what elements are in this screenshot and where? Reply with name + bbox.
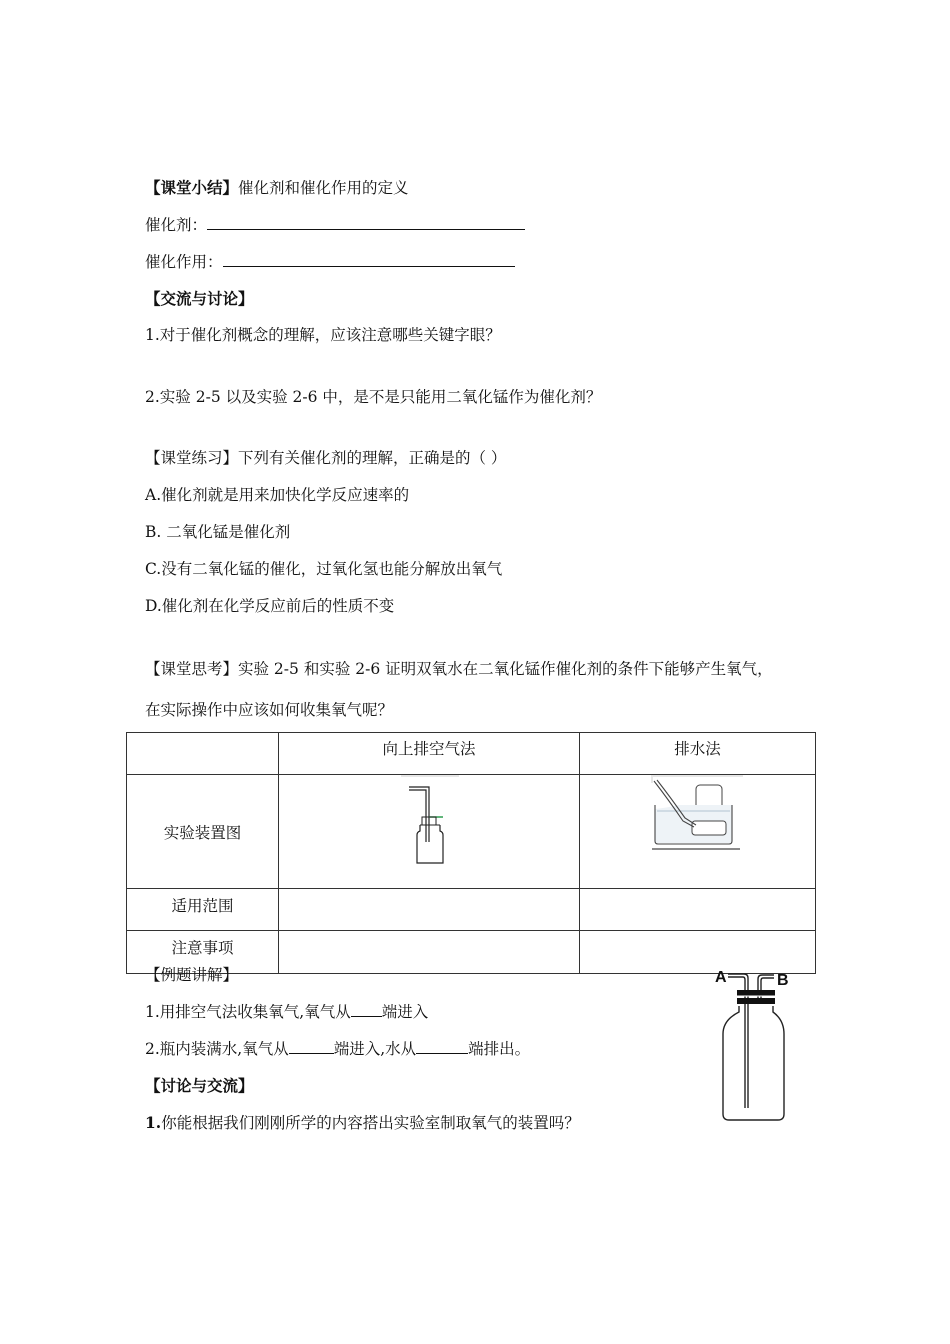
thinking-line-1: 【课堂思考】实验 2-5 和实验 2-6 证明双氧水在二氧化锰作催化剂的条件下能够产生氧气， [145,660,773,678]
catalyst-blank[interactable] [207,215,525,230]
example-q2-pre: 2.瓶内装满水,氧气从 [145,1040,289,1058]
discussion-heading: 【交流与讨论】 [145,289,254,308]
example-q2-mid: 端进入,水从 [333,1040,417,1058]
upward-air-apparatus-cell [279,775,580,889]
upward-air-apparatus-diagram [279,775,580,888]
summary-line [145,176,409,198]
catalyst-line [145,213,525,235]
summary-text: 催化剂和催化作用的定义 [238,179,409,197]
label-a: A [715,969,727,986]
table-corner-cell [127,733,279,775]
summary-heading: 【课堂小结】 [145,178,239,197]
example-q1-blank[interactable] [351,1002,382,1017]
discussion2-q1-text: 你能根据我们刚刚所学的内容搭出实验室制取氧气的装置吗？ [161,1114,580,1132]
catalysis-label: 催化作用： [145,253,223,271]
label-b: B [777,972,789,989]
example-q1-pre: 1.用排空气法收集氧气,氧气从 [145,1003,351,1021]
example-q2-post: 端排出。 [468,1040,531,1058]
discussion2-q1-num: 1. [145,1113,162,1132]
collection-table [126,732,816,974]
catalysis-blank[interactable] [223,252,515,267]
ab-bottle-diagram [708,962,808,1127]
example-q2 [145,1037,530,1059]
practice-option-b: B. 二氧化锰是催化剂 [145,523,291,541]
water-displacement-apparatus-cell [580,775,816,889]
catalysis-line [145,250,515,272]
practice-option-c: C.没有二氧化锰的催化，过氧化氢也能分解放出氧气 [145,560,503,578]
catalyst-label: 催化剂： [145,216,208,234]
discussion-q2: 2.实验 2-5 以及实验 2-6 中，是不是只能用二氧化锰作为催化剂？ [145,388,602,406]
practice-option-d: D.催化剂在化学反应前后的性质不变 [145,597,395,615]
upward-air-scope-cell[interactable] [279,889,580,931]
example-q2-blank-out[interactable] [416,1039,468,1054]
example-q1-post: 端进入 [381,1003,429,1021]
practice-question: 【课堂练习】下列有关催化剂的理解，正确是的（ ） [145,449,507,467]
col-upward-air: 向上排空气法 [279,733,580,775]
example-q2-blank-in[interactable] [289,1039,334,1054]
thinking-line-2: 在实际操作中应该如何收集氧气呢？ [145,701,394,719]
discussion-q1: 1.对于催化剂概念的理解，应该注意哪些关键字眼？ [145,326,501,344]
practice-option-a: A.催化剂就是用来加快化学反应速率的 [145,486,410,504]
water-displacement-apparatus-diagram [580,775,816,888]
example-q1 [145,1000,428,1022]
discussion2-heading: 【讨论与交流】 [145,1076,254,1095]
row-scope-label: 适用范围 [127,889,279,931]
water-scope-cell[interactable] [580,889,816,931]
upward-air-notes-cell[interactable] [279,931,580,974]
row-notes-label: 注意事项 [127,931,279,974]
example-heading: 【例题讲解】 [145,966,239,984]
discussion2-q1 [145,1111,580,1133]
row-apparatus-label: 实验装置图 [127,775,279,889]
col-water: 排水法 [580,733,816,775]
